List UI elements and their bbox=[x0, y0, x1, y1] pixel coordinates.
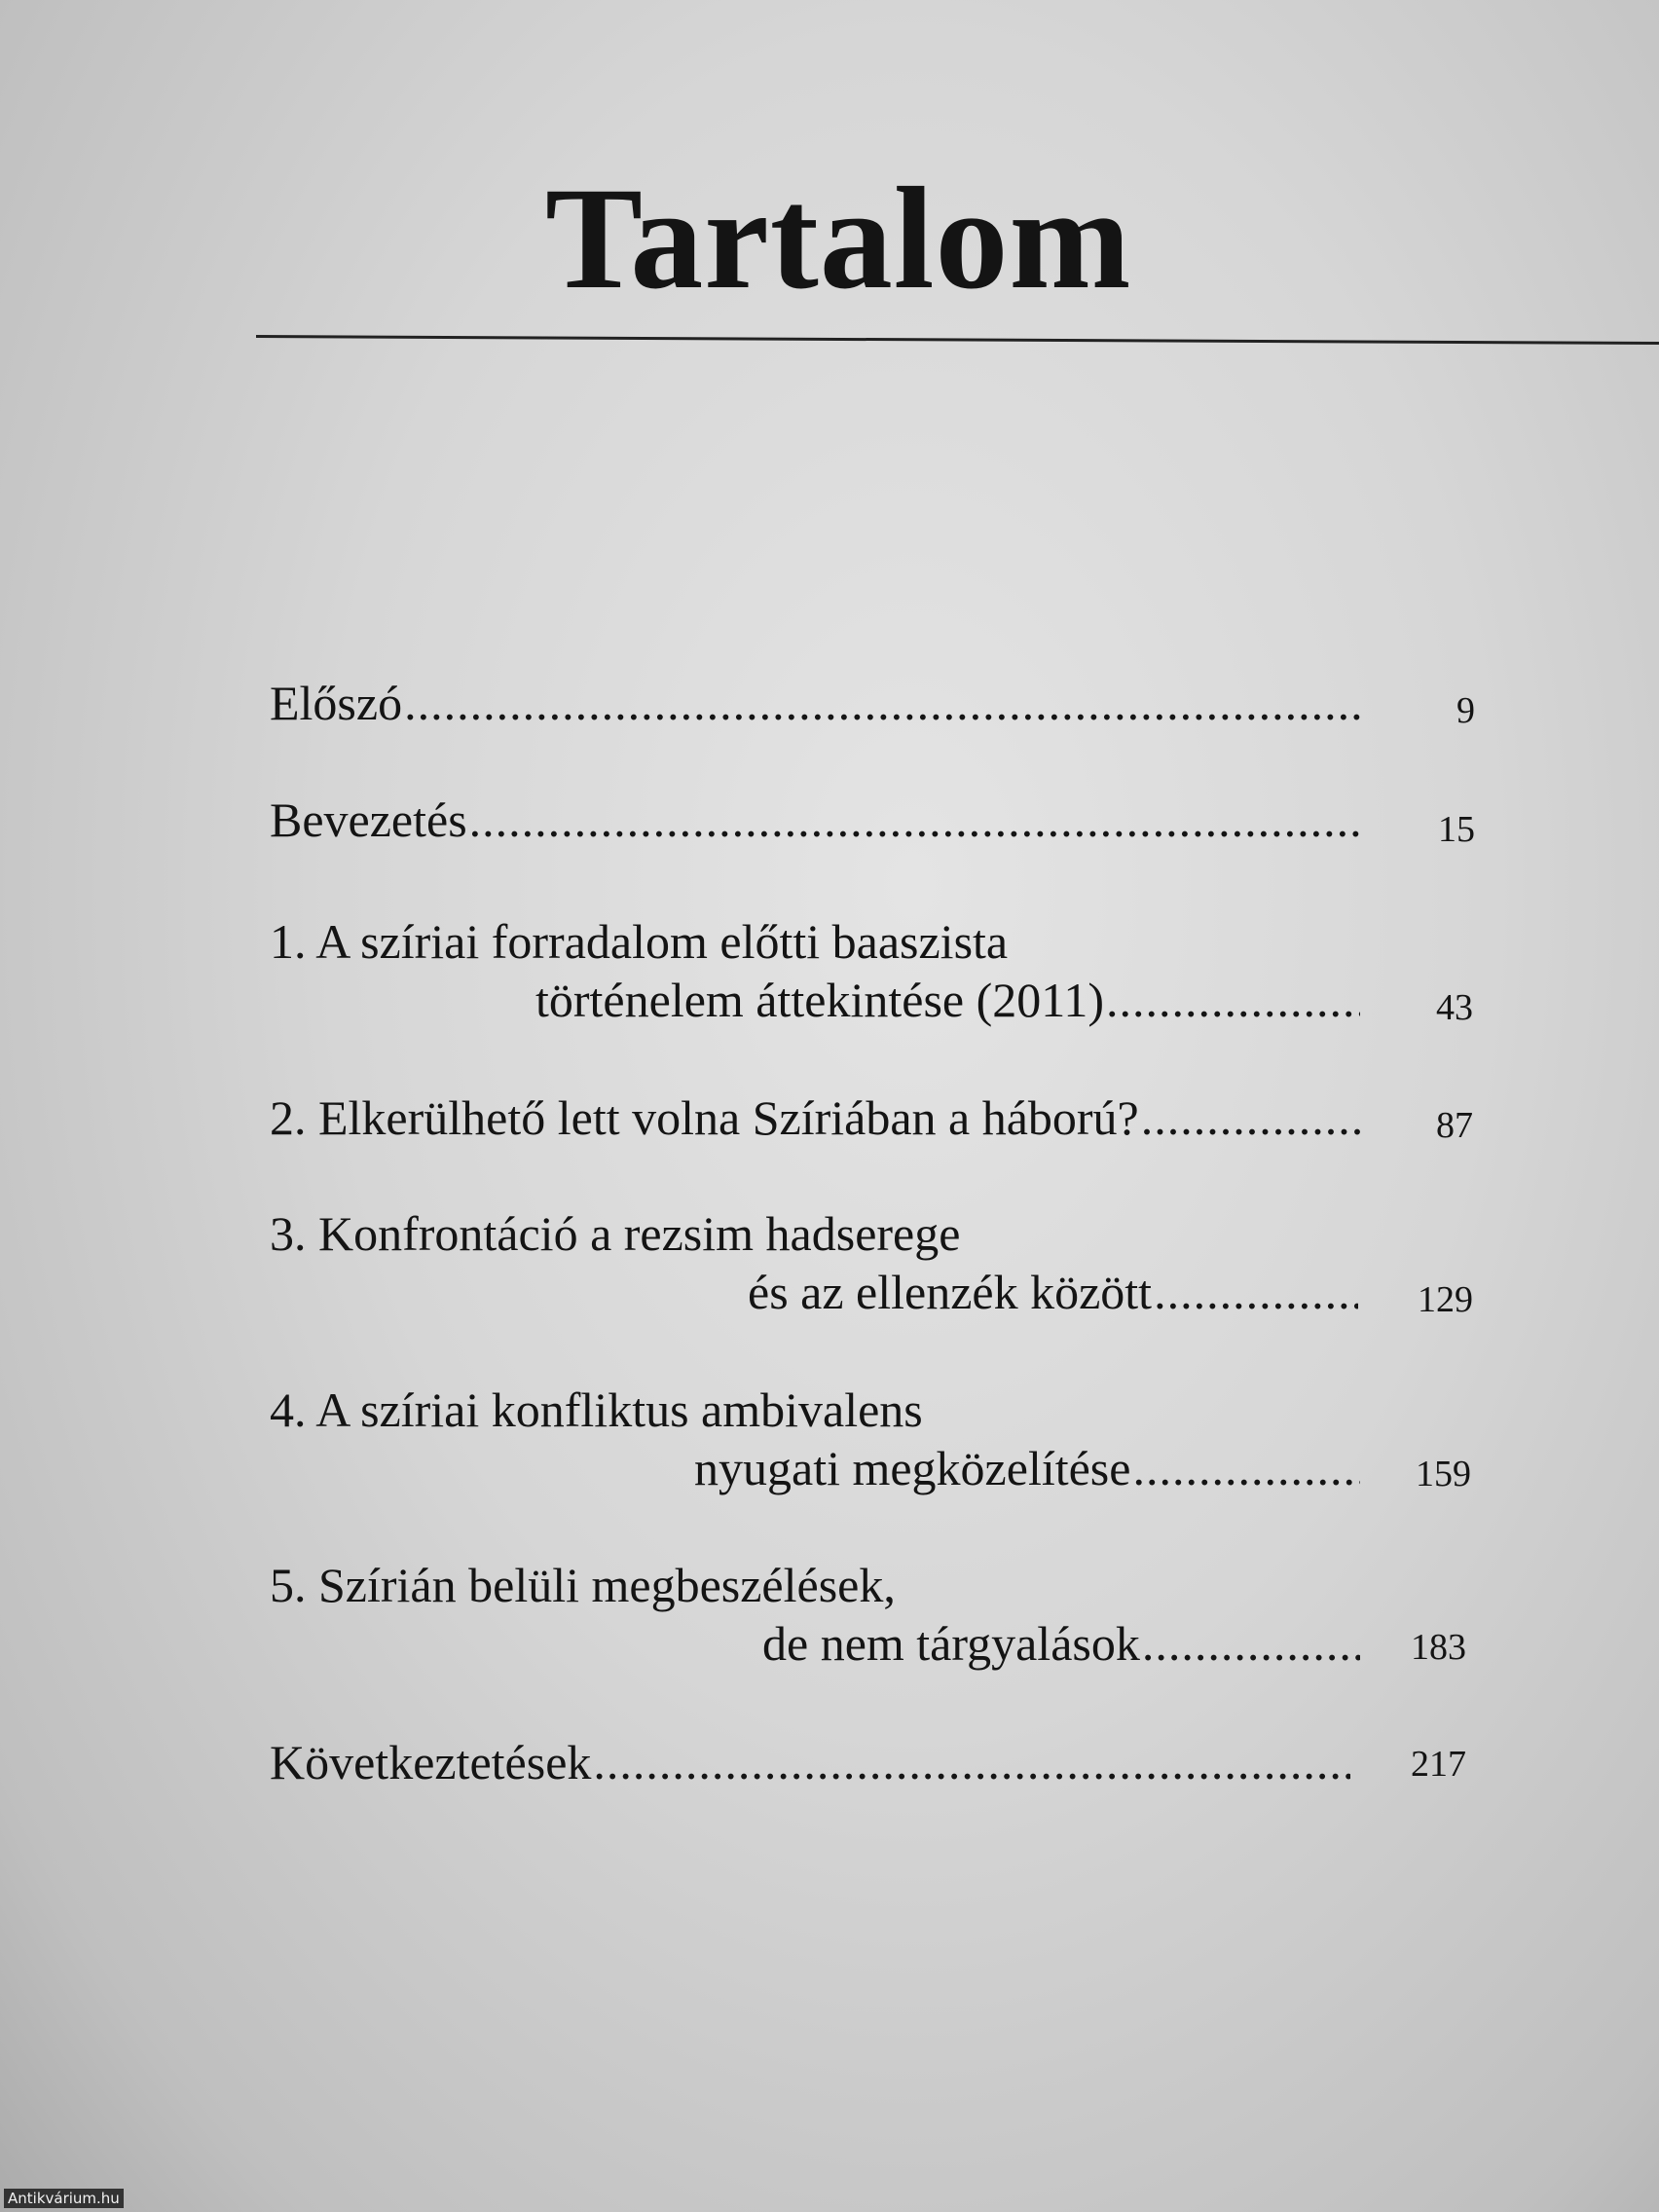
toc-entry-title: 2. Elkerülhető lett volna Szíriában a háború? ..... bbox=[270, 1088, 1362, 1147]
toc-entry-title: Következtetések ..... bbox=[270, 1733, 1350, 1791]
toc-page-number: 183 bbox=[1411, 1627, 1466, 1668]
toc-entry-title-line-1: 4. A szíriai konfliktus ambivalens bbox=[270, 1382, 923, 1437]
toc-entry-title-line-1: 5. Szírián belüli megbeszélések, bbox=[270, 1558, 896, 1612]
toc-entry-title-line-2: nyugati megközelítése ..... bbox=[694, 1439, 1360, 1497]
toc-entry-title-line-2: de nem tárgyalások ..... bbox=[762, 1614, 1360, 1673]
leader-dots bbox=[469, 791, 1360, 849]
toc-page-number: 217 bbox=[1411, 1744, 1466, 1785]
toc-entry-title-line-1: 3. Konfrontáció a rezsim hadserege bbox=[270, 1206, 961, 1261]
toc-page-number: 43 bbox=[1436, 987, 1473, 1028]
toc-entry-title-line-1: 1. A szíriai forradalom előtti baaszista bbox=[270, 914, 1009, 969]
toc-page-number: 159 bbox=[1416, 1454, 1471, 1494]
toc-page-number: 15 bbox=[1438, 809, 1475, 850]
leader-dots bbox=[593, 1733, 1350, 1791]
toc-page-number: 87 bbox=[1436, 1105, 1473, 1146]
title-rule bbox=[256, 335, 1659, 345]
toc-entry-title-line-2: történelem áttekintése (2011) ..... bbox=[535, 971, 1360, 1029]
leader-dots bbox=[1142, 1614, 1360, 1673]
toc-entry-title: Előszó ..... bbox=[270, 674, 1360, 732]
watermark: Antikvárium.hu bbox=[4, 2189, 124, 2208]
toc-entry-title: Bevezetés ..... bbox=[270, 791, 1360, 849]
toc-page-number: 9 bbox=[1456, 690, 1475, 731]
leader-dots bbox=[1132, 1439, 1360, 1497]
leader-dots bbox=[1141, 1088, 1362, 1147]
leader-dots bbox=[1106, 971, 1360, 1029]
leader-dots bbox=[404, 674, 1360, 732]
toc-entry-title-line-2: és az ellenzék között ..... bbox=[748, 1263, 1358, 1321]
page-title: Tartalom bbox=[545, 158, 1132, 319]
leader-dots bbox=[1154, 1263, 1358, 1321]
toc-page-number: 129 bbox=[1418, 1279, 1473, 1320]
